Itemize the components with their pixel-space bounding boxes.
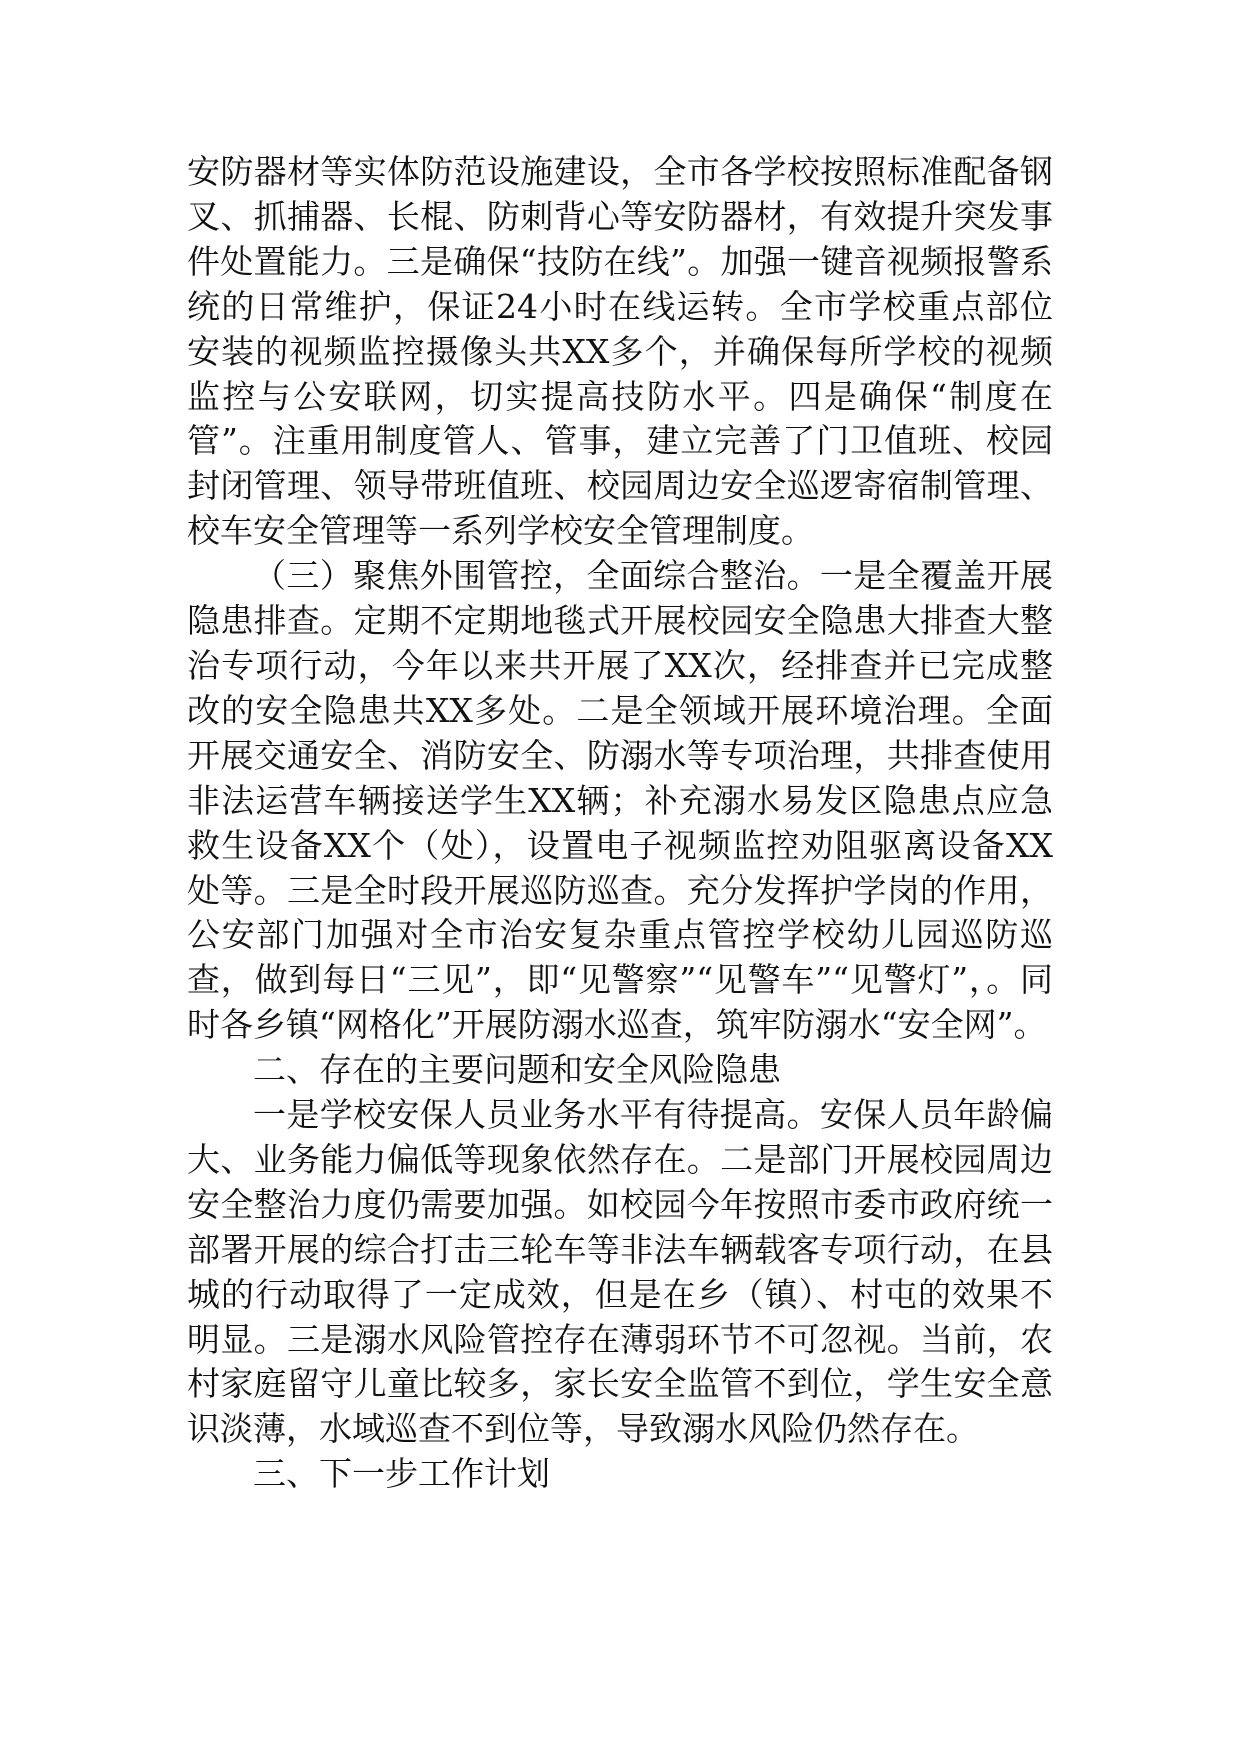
document-body bbox=[187, 150, 1053, 1497]
paragraph-security-equipment: 安防器材等实体防范设施建设，全市各学校按照标准配备钢叉、抓捕器、长棍、防刺背心等安防器材，有效提升突发事件处置能力。三是确保“技防在线”。加强一键音视频报警系统的日常维护，保证24小时在线运转。全市学校重点部位安装的视频监控摄像头共XX多个，并确保每所学校的视频监控与公安联网，切实提高技防水平。四是确保“制度在管”。注重用制度管人、管事，建立完善了门卫值班、校园封闭管理、领导带班值班、校园周边安全巡逻寄宿制管理、校车安全管理等一系列学校安全管理制度。 bbox=[187, 152, 1053, 551]
paragraph-problems: 一是学校安保人员业务水平有待提高。安保人员年龄偏大、业务能力偏低等现象依然存在。二是部门开展校园周边安全整治力度仍需要加强。如校园今年按照市委市政府统一部署开展的综合打击三轮车等非法车辆载客专项行动，在县城的行动取得了一定成效，但是在乡（镇）、村屯的效果不明显。三是溺水风险管控存在薄弱环节不可忽视。当前，农村家庭留守儿童比较多，家长安全监管不到位，学生安全意识淡薄，水域巡查不到位等，导致溺水风险仍然存在。 bbox=[187, 1095, 1053, 1449]
section-heading-next-steps: 三、下一步工作计划 bbox=[253, 1454, 550, 1494]
section-heading-main-problems: 二、存在的主要问题和安全风险隐患 bbox=[253, 1050, 781, 1090]
paragraph-perimeter-control: （三）聚焦外围管控，全面综合整治。一是全覆盖开展隐患排查。定期不定期地毯式开展校园安全隐患大排查大整治专项行动，今年以来共开展了XX次，经排查并已完成整改的安全隐患共XX多处。二是全领域开展环境治理。全面开展交通安全、消防安全、防溺水等专项治理，共排查使用非法运营车辆接送学生XX辆；补充溺水易发区隐患点应急救生设备XX个（处），设置电子视频监控劝阻驱离设备XX处等。三是全时段开展巡防巡查。充分发挥护学岗的作用，公安部门加强对全市治安复杂重点管控学校幼儿园巡防巡查，做到每日“三见”，即“见警察”“见警车”“见警灯”，。同时各乡镇“网格化”开展防溺水巡查，筑牢防溺水“安全网”。 bbox=[187, 556, 1053, 1045]
